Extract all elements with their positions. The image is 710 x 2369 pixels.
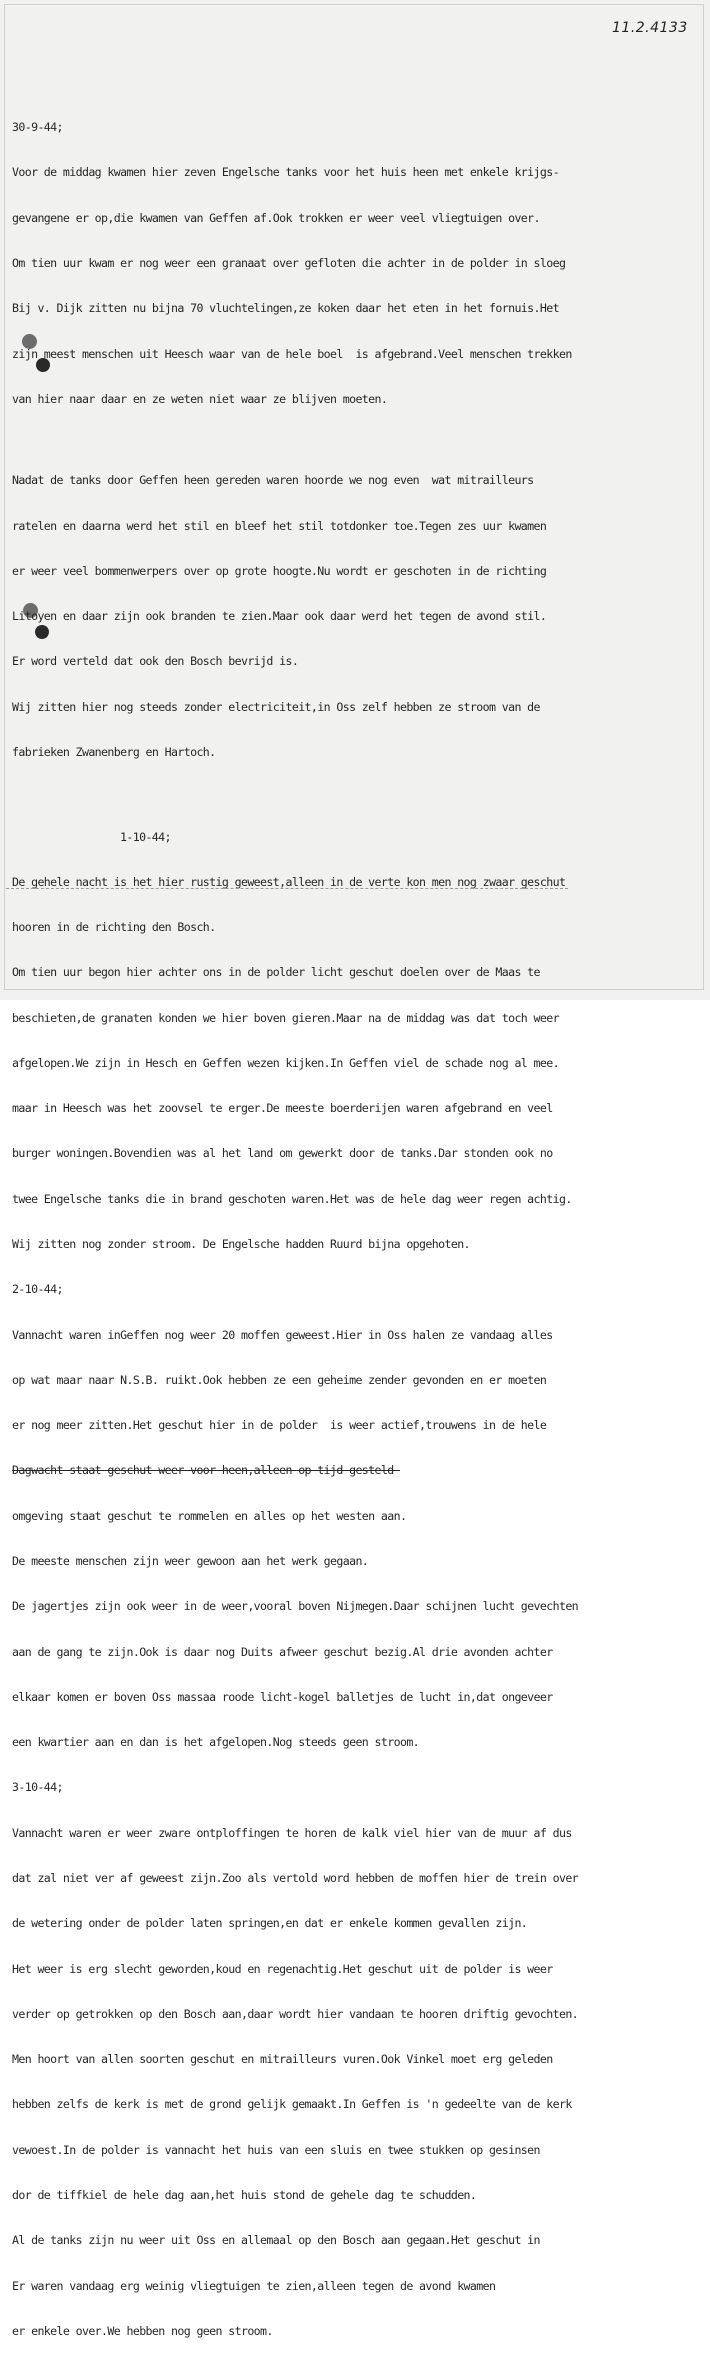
text-line: Wij zitten nog zonder stroom. De Engelsche hadden Ruurd bijna opgehoten. xyxy=(12,1237,470,1252)
text-line: Er waren vandaag erg weinig vliegtuigen te zien,alleen tegen de avond kwamen xyxy=(12,2278,496,2293)
text-line: gevangene er op,die kwamen van Geffen af.Ook trokken er weer veel vliegtuigen over. xyxy=(12,210,540,225)
text-line: De gehele nacht is het hier rustig geweest,alleen in de verte kon men nog zwaar geschut xyxy=(12,874,566,889)
text-line: Bij v. Dijk zitten nu bijna 70 vluchtelingen,ze koken daar het eten in het fornuis.Het xyxy=(12,301,559,316)
text-line: Nadat de tanks door Geffen heen gereden waren hoorde we nog even wat mitrailleurs xyxy=(12,473,534,488)
text-line: op wat maar naar N.S.B. ruikt.Ook hebben ze een geheime zender gevonden en er moeten xyxy=(12,1372,547,1387)
text-line: afgelopen.We zijn in Hesch en Geffen wezen kijken.In Geffen viel de schade nog al mee. xyxy=(12,1055,559,1070)
entry-date-heading: 3-10-44; xyxy=(12,1780,63,1795)
text-line: twee Engelsche tanks die in brand geschoten waren.Het was de hele dag weer regen achtig. xyxy=(12,1191,572,1206)
text-line: vewoest.In de polder is vannacht het huis van een sluis en twee stukken op gesinsen xyxy=(12,2142,540,2157)
line-gap xyxy=(12,437,702,443)
text-line: van hier naar daar en ze weten niet waar ze blijven moeten. xyxy=(12,391,388,406)
archive-reference-number: 11.2.4133 xyxy=(612,20,688,36)
text-line: er weer veel bommenwerpers over op grote hoogte.Nu wordt er geschoten in de richting xyxy=(12,563,547,578)
text-line: elkaar komen er boven Oss massaa roode licht-kogel balletjes de lucht in,dat ongeveer xyxy=(12,1689,553,1704)
entry-date-heading: 1-10-44; xyxy=(120,829,171,844)
text-line: De jagertjes zijn ook weer in de weer,vooral boven Nijmegen.Daar schijnen lucht gevechten xyxy=(12,1599,579,1614)
text-line: de wetering onder de polder laten springen,en dat er enkele kommen gevallen zijn. xyxy=(12,1916,528,1931)
text-line: hebben zelfs de kerk is met de grond gelijk gemaakt.In Geffen is 'n gedeelte van de kerk xyxy=(12,2097,572,2112)
text-line: Al de tanks zijn nu weer uit Oss en allemaal op den Bosch aan gegaan.Het geschut in xyxy=(12,2233,540,2248)
text-line: Om tien uur kwam er nog weer een granaat over gefloten die achter in de polder in sloeg xyxy=(12,256,566,271)
text-line: fabrieken Zwanenberg en Hartoch. xyxy=(12,745,216,760)
text-line: Vannacht waren inGeffen nog weer 20 moffen geweest.Hier in Oss halen ze vandaag alles xyxy=(12,1327,553,1342)
text-line: Litoyen en daar zijn ook branden te zien.Maar ook daar werd het tegen de avond stil. xyxy=(12,609,547,624)
typewritten-diary-text xyxy=(12,90,702,2369)
text-line: zijn meest menschen uit Heesch waar van de hele boel is afgebrand.Veel menschen trekken xyxy=(12,346,572,361)
text-line: beschieten,de granaten konden we hier boven gieren.Maar na de middag was dat toch weer xyxy=(12,1010,559,1025)
footer-divider xyxy=(6,888,568,889)
entry-date-heading: 30-9-44; xyxy=(12,120,63,135)
text-line: Voor de middag kwamen hier zeven Engelsche tanks voor het huis heen met enkele krijgs- xyxy=(12,165,559,180)
text-line: Wij zitten hier nog steeds zonder electriciteit,in Oss zelf hebben ze stroom van de xyxy=(12,699,540,714)
struck-out-line: Dagwacht staat geschut weer voor heen,alleen op tijd gesteld xyxy=(12,1463,400,1478)
text-line: Vannacht waren er weer zware ontploffingen te horen de kalk viel hier van de muur af dus xyxy=(12,1825,572,1840)
text-line: dor de tiffkiel de hele dag aan,het huis stond de gehele dag te schudden. xyxy=(12,2187,477,2202)
text-line: Om tien uur begon hier achter ons in de polder licht geschut doelen over de Maas te xyxy=(12,965,540,980)
text-line: Het weer is erg slecht geworden,koud en regenachtig.Het geschut uit de polder is weer xyxy=(12,1961,553,1976)
text-line: er nog meer zitten.Het geschut hier in de polder is weer actief,trouwens in de hele xyxy=(12,1418,547,1433)
text-line: aan de gang te zijn.Ook is daar nog Duits afweer geschut bezig.Al drie avonden achter xyxy=(12,1644,553,1659)
text-line: Er word verteld dat ook den Bosch bevrijd is. xyxy=(12,654,299,669)
text-line: hooren in de richting den Bosch. xyxy=(12,920,216,935)
text-line: burger woningen.Bovendien was al het land om gewerkt door de tanks.Dar stonden ook no xyxy=(12,1146,553,1161)
text-line: een kwartier aan en dan is het afgelopen.Nog steeds geen stroom. xyxy=(12,1735,420,1750)
text-line: De meeste menschen zijn weer gewoon aan het werk gegaan. xyxy=(12,1554,369,1568)
entry-date-heading: 2-10-44; xyxy=(12,1282,63,1297)
text-line: er enkele over.We hebben nog geen stroom. xyxy=(12,2323,273,2338)
text-line: dat zal niet ver af geweest zijn.Zoo als vertold word hebben de moffen hier de trein over xyxy=(12,1870,579,1885)
line-gap xyxy=(12,790,702,799)
text-line: maar in Heesch was het zoovsel te erger.De meeste boerderijen waren afgebrand en veel xyxy=(12,1101,553,1116)
text-line: verder op getrokken op den Bosch aan,daar wordt hier vandaan te hooren driftig gevochten. xyxy=(12,2006,579,2021)
text-line: ratelen en daarna werd het stil en bleef het stil totdonker toe.Tegen zes uur kwamen xyxy=(12,518,547,533)
text-line: omgeving staat geschut te rommelen en alles op het westen aan. xyxy=(12,1508,407,1523)
text-line: Men hoort van allen soorten geschut en mitrailleurs vuren.Ook Vinkel moet erg geleden xyxy=(12,2052,553,2067)
